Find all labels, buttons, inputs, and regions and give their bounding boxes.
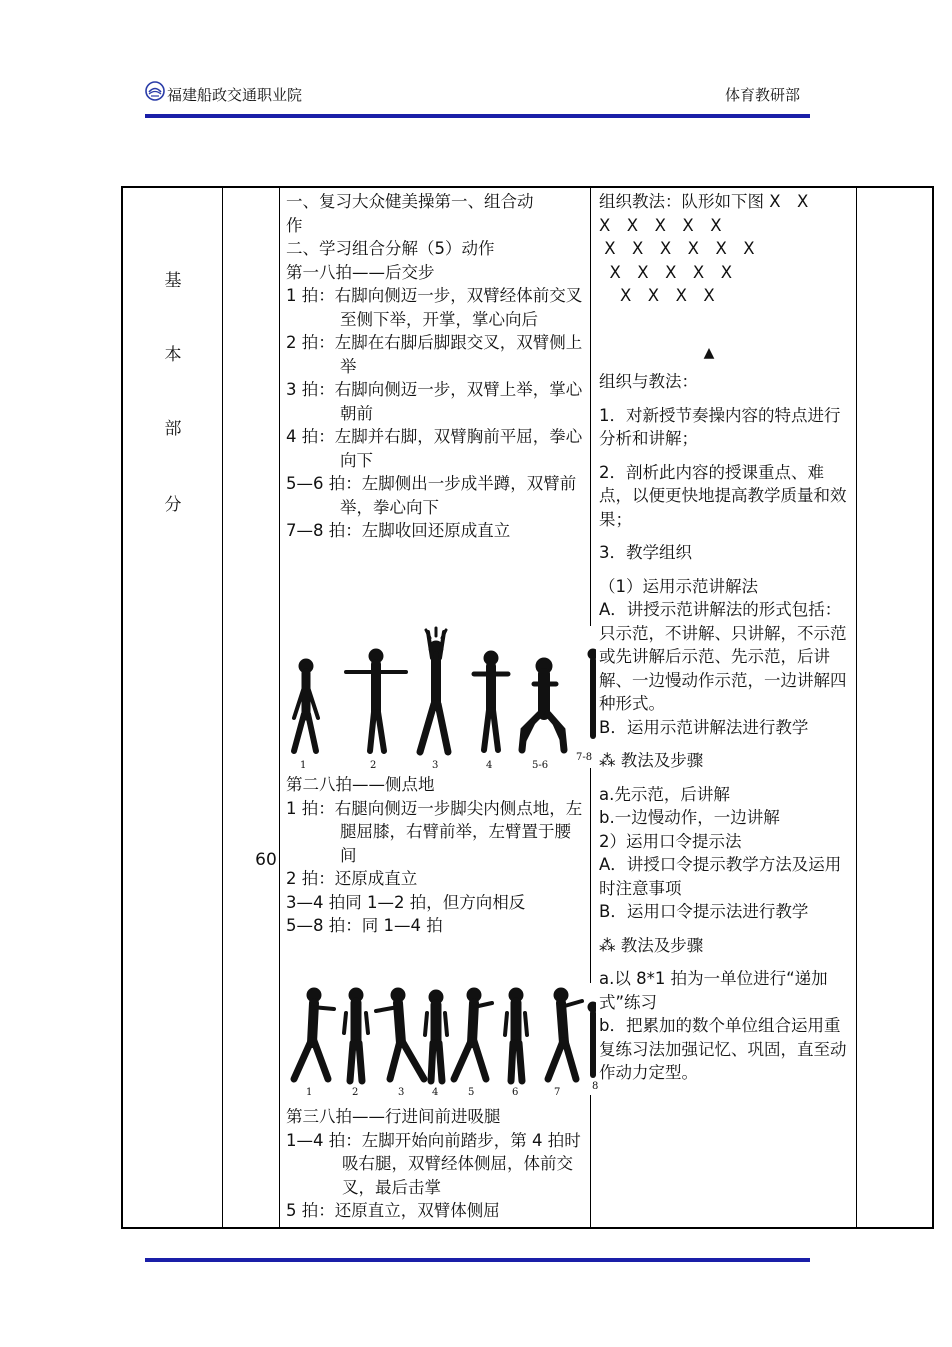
figure-label: 6 bbox=[512, 1087, 519, 1098]
beat-instruction: 5—6 拍：左脚侧出一步成半蹲，双臂前举，拳心向下 bbox=[286, 474, 577, 517]
part-label-char: 基 bbox=[164, 271, 182, 291]
beat-instruction: 1 拍：右腿向侧迈一步脚尖内侧点地，左腿屈膝，右臂前举，左臂置于腰间 bbox=[286, 798, 583, 865]
section-title: 第三八拍——行进间前进吸腿 bbox=[286, 1107, 501, 1126]
beat-instruction: 3 拍：右脚向侧迈一步，双臂上举，掌心朝前 bbox=[286, 380, 583, 423]
formation-row: X X X X X X bbox=[599, 239, 755, 258]
figure-sequence-1 bbox=[286, 626, 596, 771]
column-divider bbox=[856, 188, 857, 1227]
method-paragraph: B．运用口令提示法进行教学 bbox=[599, 902, 809, 921]
method-subtitle: 组织与教法： bbox=[599, 372, 698, 391]
method-heading: ⁂ 教法及步骤 bbox=[599, 751, 704, 770]
part-label-char: 分 bbox=[164, 495, 182, 515]
section-title: 第二八拍——侧点地 bbox=[286, 775, 435, 794]
section-title: 第一八拍——后交步 bbox=[286, 262, 435, 282]
header-divider bbox=[145, 114, 810, 118]
beat-instruction: 1—4 拍：左脚开始向前踏步，第 4 拍时吸右腿，双臂经体侧屈，体前交叉，最后击掌 bbox=[286, 1130, 581, 1197]
footer-divider bbox=[145, 1258, 810, 1262]
method-paragraph: b．把累加的数个单位组合运用重复练习法加强记忆、巩固，直至动作动力定型。 bbox=[599, 1016, 847, 1082]
beat-instruction: 3—4 拍同 1—2 拍，但方向相反 bbox=[286, 892, 526, 912]
figure-label: 3 bbox=[398, 1087, 405, 1098]
figure-label: 4 bbox=[432, 1087, 439, 1098]
content-line: 二、学习组合分解（5）动作 bbox=[286, 239, 495, 258]
teacher-triangle-icon: ▲ bbox=[703, 345, 715, 361]
part-label-char: 部 bbox=[164, 419, 182, 439]
beat-instruction: 5 拍：还原直立，双臂体侧屈 bbox=[286, 1201, 500, 1220]
school-name: 福建船政交通职业院 bbox=[167, 86, 303, 104]
column-divider bbox=[279, 188, 280, 1227]
beat-instruction: 1 拍：右脚向侧迈一步，双臂经体前交叉至侧下举，开掌，掌心向后 bbox=[286, 286, 583, 329]
content-line: 一、复习大众健美操第一、组合动 bbox=[286, 192, 534, 211]
method-paragraph: 1．对新授节奏操内容的特点进行分析和讲解； bbox=[599, 405, 841, 448]
method-paragraph: A．讲授示范讲解法的形式包括：只示范，不讲解、只讲解，不示范或先讲解后示范、先示范，后讲解、一边慢动作示范，一边讲解四种形式。 bbox=[599, 600, 847, 713]
beat-instruction: 2 拍：左脚在右脚后脚跟交叉，双臂侧上举 bbox=[286, 333, 583, 376]
figure-label: 7 bbox=[554, 1087, 561, 1098]
formation-row: X X X X X bbox=[599, 262, 733, 282]
beat-instruction: 5—8 拍：同 1—4 拍 bbox=[286, 916, 443, 935]
department-name: 体育教研部 bbox=[724, 86, 800, 104]
duration-minutes: 60 bbox=[255, 850, 277, 870]
method-paragraph: B．运用示范讲解法进行教学 bbox=[599, 717, 809, 737]
figure-label: 1 bbox=[300, 760, 307, 771]
formation-row: X X X X bbox=[599, 286, 715, 305]
method-paragraph: 3．教学组织 bbox=[599, 543, 692, 562]
dancer-silhouettes-image bbox=[286, 983, 596, 1095]
figure-label: 3 bbox=[432, 760, 439, 771]
formation-title: 组织教法：队形如下图 X X bbox=[599, 192, 809, 211]
figure-label: 1 bbox=[306, 1087, 313, 1098]
figure-label: 5-6 bbox=[532, 760, 549, 771]
method-paragraph: b.一边慢动作，一边讲解 bbox=[599, 808, 780, 827]
content-line: 作 bbox=[286, 215, 303, 235]
method-paragraph: （1）运用示范讲解法 bbox=[599, 576, 758, 596]
method-paragraph: a.以 8*1 拍为一单位进行“递加式”练习 bbox=[599, 969, 828, 1012]
dancer-silhouettes-image bbox=[286, 626, 596, 768]
figure-label: 5 bbox=[468, 1087, 475, 1098]
figure-label: 7-8 bbox=[576, 752, 593, 763]
school-logo-icon bbox=[145, 81, 165, 101]
method-paragraph: a.先示范，后讲解 bbox=[599, 784, 730, 804]
figure-label: 4 bbox=[486, 760, 493, 771]
beat-instruction: 4 拍：左脚并右脚，双臂胸前平屈，拳心向下 bbox=[286, 427, 583, 470]
method-paragraph: A．讲授口令提示教学方法及运用时注意事项 bbox=[599, 855, 842, 898]
method-paragraph: 2）运用口令提示法 bbox=[599, 831, 742, 851]
figure-label: 2 bbox=[352, 1087, 359, 1098]
lesson-plan-table bbox=[121, 186, 934, 1229]
beat-instruction: 7—8 拍：左脚收回还原成直立 bbox=[286, 521, 511, 540]
method-heading: ⁂ 教法及步骤 bbox=[599, 935, 704, 955]
method-paragraph: 2．剖析此内容的授课重点、难点，以便更快地提高教学质量和效果； bbox=[599, 462, 847, 529]
beat-instruction: 2 拍：还原成直立 bbox=[286, 869, 418, 888]
part-label-char: 本 bbox=[164, 345, 182, 365]
figure-label: 2 bbox=[370, 760, 377, 771]
formation-row: X X X X X bbox=[599, 215, 722, 235]
figure-sequence-2 bbox=[286, 983, 599, 1098]
figure-label: 8 bbox=[592, 1081, 599, 1092]
